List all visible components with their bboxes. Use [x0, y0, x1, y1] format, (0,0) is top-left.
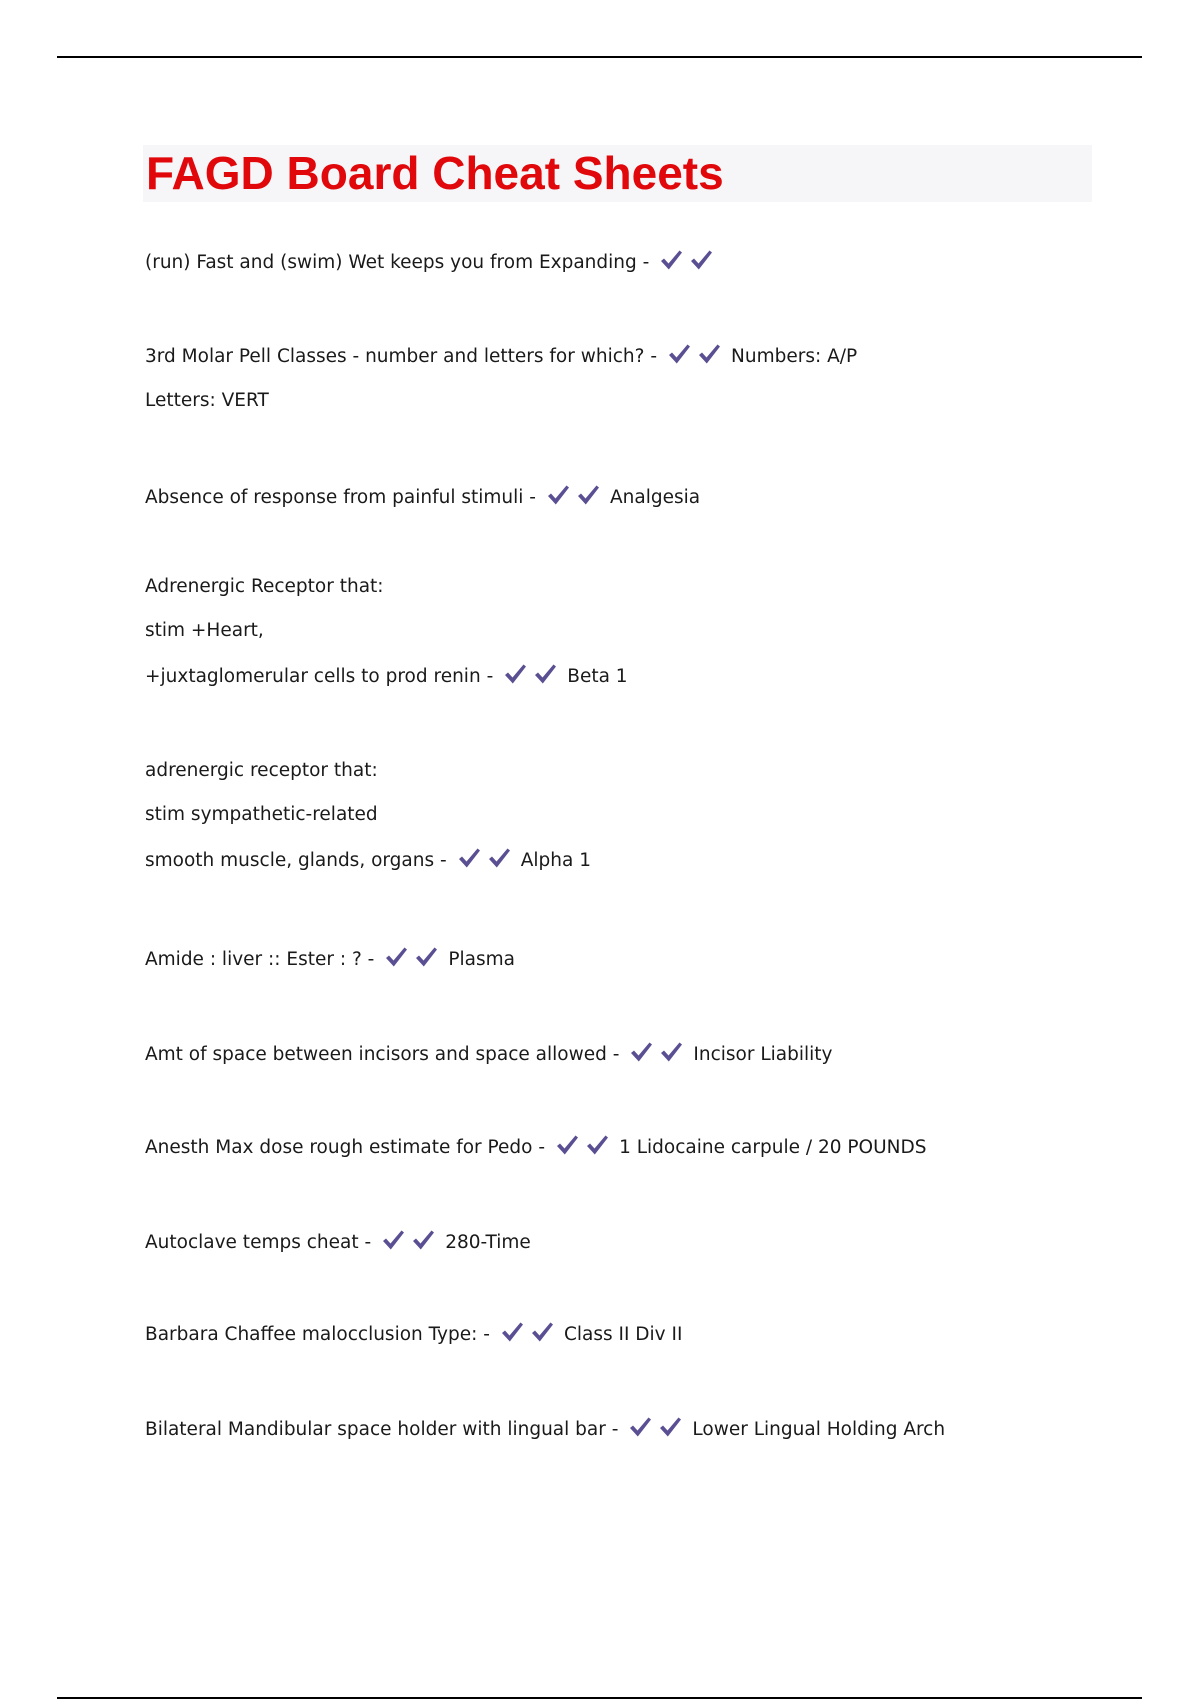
flashcard-entry: [145, 759, 1145, 891]
answer-text: Incisor Liability: [693, 1044, 833, 1065]
check-mark-icon: [576, 484, 600, 506]
check-mark-icon: [697, 343, 721, 365]
answer-continuation-line: [145, 389, 1145, 413]
check-mark-icon: [500, 1321, 524, 1343]
question-line: [145, 619, 1145, 643]
flashcard-entry: [145, 1229, 1145, 1253]
double-check-icon: [381, 1229, 441, 1258]
double-check-icon: [555, 1134, 615, 1163]
check-mark-icon: [658, 1416, 682, 1438]
question-text: Bilateral Mandibular space holder with lingual bar: [145, 1419, 606, 1440]
entry-line: [145, 663, 1145, 687]
top-rule: [57, 56, 1142, 58]
question-text: smooth muscle, glands, organs: [145, 850, 435, 871]
flashcard-entry: [145, 249, 1145, 273]
bottom-rule: [57, 1697, 1142, 1699]
flashcard-entry: [145, 1041, 1145, 1065]
question-line: [145, 575, 1145, 599]
double-check-icon: [546, 484, 606, 513]
answer-text: Class II Div II: [563, 1324, 683, 1345]
flashcard-entry: [145, 946, 1145, 970]
separator: -: [529, 487, 536, 508]
check-mark-icon: [659, 1041, 683, 1063]
double-check-icon: [457, 847, 517, 876]
check-mark-icon: [411, 1229, 435, 1251]
question-text: Adrenergic Receptor that:: [145, 576, 384, 597]
separator: -: [486, 666, 494, 687]
entry-line: [145, 343, 1145, 367]
check-mark-icon: [381, 1229, 405, 1251]
check-mark-icon: [555, 1134, 579, 1156]
check-mark-icon: [487, 847, 511, 869]
check-mark-icon: [628, 1416, 652, 1438]
check-mark-icon: [457, 847, 481, 869]
question-text: (run) Fast and (swim) Wet keeps you from Expanding: [145, 252, 637, 273]
check-mark-icon: [659, 249, 683, 271]
answer-text: Analgesia: [609, 487, 701, 508]
answer-text: 280-Time: [445, 1232, 531, 1253]
check-mark-icon: [585, 1134, 609, 1156]
question-text: Amide : liver :: Ester : ?: [145, 949, 362, 970]
question-line: [145, 759, 1145, 783]
question-text: 3rd Molar Pell Classes - number and letters for which?: [145, 346, 645, 367]
double-check-icon: [503, 663, 563, 692]
separator: -: [440, 850, 447, 871]
entry-line: [145, 484, 1145, 508]
separator: -: [364, 1232, 372, 1253]
check-mark-icon: [530, 1321, 554, 1343]
question-text: Absence of response from painful stimuli: [145, 487, 524, 508]
answer-text: Numbers: A/P: [731, 346, 858, 367]
question-text: Autoclave temps cheat: [145, 1232, 359, 1253]
answer-text: Lower Lingual Holding Arch: [692, 1419, 946, 1440]
answer-text: Letters: VERT: [145, 390, 269, 411]
separator: -: [650, 346, 657, 367]
question-line: [145, 803, 1145, 827]
check-mark-icon: [546, 484, 570, 506]
page-title: FAGD Board Cheat Sheets: [146, 147, 724, 199]
entry-line: [145, 1416, 1145, 1440]
entry-line: [145, 1041, 1145, 1065]
entry-line: [145, 1321, 1145, 1345]
flashcard-entry: [145, 343, 1145, 413]
double-check-icon: [667, 343, 727, 372]
question-text: Anesth Max dose rough estimate for Pedo: [145, 1137, 533, 1158]
double-check-icon: [384, 946, 444, 975]
separator: -: [538, 1137, 546, 1158]
separator: -: [612, 1044, 620, 1065]
question-text: Amt of space between incisors and space allowed: [145, 1044, 607, 1065]
answer-text: Alpha 1: [520, 850, 591, 871]
question-text: +juxtaglomerular cells to prod renin: [145, 666, 481, 687]
entry-line: [145, 946, 1145, 970]
answer-text: Plasma: [448, 949, 515, 970]
entry-line: [145, 847, 1145, 871]
entry-line: [145, 1134, 1145, 1158]
check-mark-icon: [629, 1041, 653, 1063]
separator: -: [611, 1419, 619, 1440]
question-text: adrenergic receptor that:: [145, 760, 378, 781]
flashcard-entry: [145, 1321, 1145, 1345]
entry-line: [145, 249, 1145, 273]
question-text: Barbara Chaffee malocclusion Type:: [145, 1324, 478, 1345]
separator: -: [483, 1324, 490, 1345]
question-text: stim +Heart,: [145, 620, 264, 641]
check-mark-icon: [503, 663, 527, 685]
double-check-icon: [628, 1416, 688, 1445]
check-mark-icon: [414, 946, 438, 968]
entry-line: [145, 1229, 1145, 1253]
separator: -: [367, 949, 375, 970]
flashcard-entry: [145, 1416, 1145, 1440]
flashcard-entry: [145, 575, 1145, 707]
double-check-icon: [659, 249, 719, 278]
flashcard-entry: [145, 1134, 1145, 1158]
check-mark-icon: [689, 249, 713, 271]
separator: -: [642, 252, 650, 273]
check-mark-icon: [533, 663, 557, 685]
double-check-icon: [629, 1041, 689, 1070]
answer-text: 1 Lidocaine carpule / 20 POUNDS: [619, 1137, 927, 1158]
question-text: stim sympathetic-related: [145, 804, 378, 825]
answer-text: Beta 1: [567, 666, 628, 687]
check-mark-icon: [384, 946, 408, 968]
check-mark-icon: [667, 343, 691, 365]
double-check-icon: [500, 1321, 560, 1350]
flashcard-entry: [145, 484, 1145, 508]
